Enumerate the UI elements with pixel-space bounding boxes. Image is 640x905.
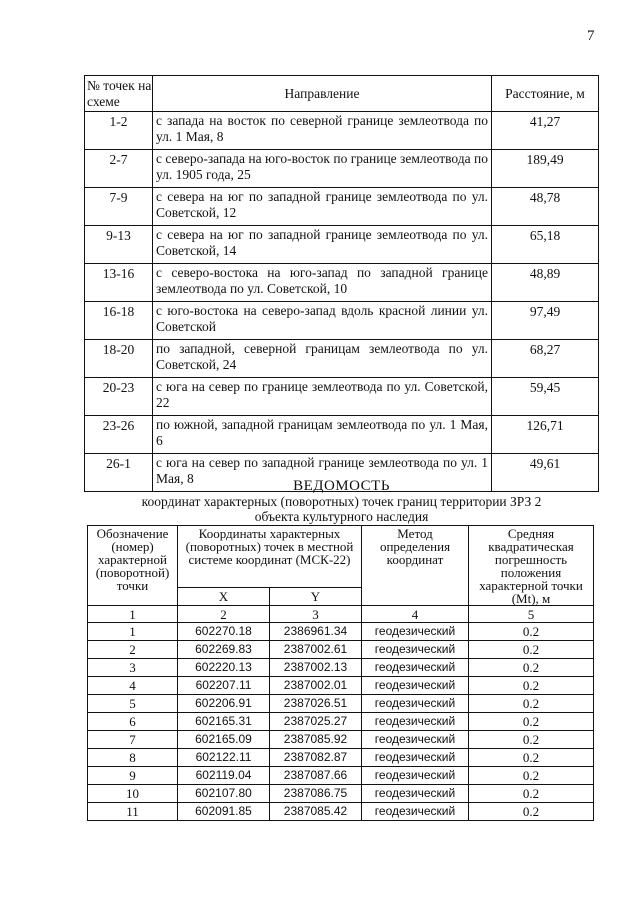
coord-row — [88, 659, 594, 677]
row-direction: с юго-востока на северо-запад вдоль красной линии ул. Советской — [153, 302, 492, 340]
row-y: 2387082.87 — [270, 749, 362, 767]
coord-header-row — [88, 526, 594, 588]
row-direction: с юга на север по западной границе землеотвода по ул. 1 Мая, 8 — [153, 454, 492, 492]
row-x: 602119.04 — [178, 767, 270, 785]
row-method: геодезический — [362, 803, 469, 821]
row-error: 0.2 — [469, 803, 594, 821]
row-y: 2387086.75 — [270, 785, 362, 803]
row-x: 602165.31 — [178, 713, 270, 731]
row-error: 0.2 — [469, 677, 594, 695]
row-method: геодезический — [362, 767, 469, 785]
row-distance: 126,71 — [492, 416, 599, 454]
row-distance: 97,49 — [492, 302, 599, 340]
row-number: 7 — [88, 731, 178, 749]
statement-title: ВЕДОМОСТЬ — [293, 478, 390, 494]
row-y: 2387087.66 — [270, 767, 362, 785]
coord-index-row — [88, 606, 594, 623]
row-method: геодезический — [362, 713, 469, 731]
row-distance: 48,78 — [492, 188, 599, 226]
row-y: 2387002.61 — [270, 641, 362, 659]
header-y: Y — [270, 588, 362, 606]
row-direction: с северо-запада на юго-восток по границе землеотвода по ул. 1905 года, 25 — [153, 150, 492, 188]
direction-row — [85, 264, 599, 302]
direction-row — [85, 150, 599, 188]
header-coordinates: Координаты характерных (поворотных) точек в местной системе координат (МСК-22) — [178, 526, 362, 588]
row-number: 6 — [88, 713, 178, 731]
row-direction: с запада на восток по северной границе землеотвода по ул. 1 Мая, 8 — [153, 112, 492, 150]
coord-row — [88, 695, 594, 713]
row-number: 2 — [88, 641, 178, 659]
row-method: геодезический — [362, 785, 469, 803]
row-method: геодезический — [362, 731, 469, 749]
row-y: 2387085.42 — [270, 803, 362, 821]
row-error: 0.2 — [469, 659, 594, 677]
row-points: 23-26 — [85, 416, 153, 454]
row-x: 602269.83 — [178, 641, 270, 659]
row-distance: 68,27 — [492, 340, 599, 378]
row-direction: с севера на юг по западной границе землеотвода по ул. Советской, 14 — [153, 226, 492, 264]
row-error: 0.2 — [469, 749, 594, 767]
row-method: геодезический — [362, 749, 469, 767]
row-number: 5 — [88, 695, 178, 713]
row-distance: 48,89 — [492, 264, 599, 302]
row-error: 0.2 — [469, 731, 594, 749]
row-x: 602122.11 — [178, 749, 270, 767]
row-x: 602270.18 — [178, 623, 270, 641]
coord-row — [88, 785, 594, 803]
row-x: 602207.11 — [178, 677, 270, 695]
index-cell: 5 — [469, 606, 594, 623]
header-designation: Обозначение (номер) характерной (поворотной) точки — [88, 526, 178, 606]
header-direction: Направление — [153, 76, 492, 112]
row-x: 602165.09 — [178, 731, 270, 749]
row-direction: по южной, западной границам землеотвода по ул. 1 Мая, 6 — [153, 416, 492, 454]
header-points: № точек на схеме — [85, 76, 153, 112]
row-method: геодезический — [362, 659, 469, 677]
index-cell: 4 — [362, 606, 469, 623]
direction-row — [85, 188, 599, 226]
header-x: X — [178, 588, 270, 606]
coord-row — [88, 641, 594, 659]
row-number: 11 — [88, 803, 178, 821]
coordinates-table — [87, 525, 594, 821]
coord-row — [88, 767, 594, 785]
page-number: 7 — [587, 28, 595, 44]
row-points: 26-1 — [85, 454, 153, 492]
direction-row — [85, 416, 599, 454]
directions-table — [84, 75, 599, 492]
row-x: 602206.91 — [178, 695, 270, 713]
row-number: 3 — [88, 659, 178, 677]
row-points: 2-7 — [85, 150, 153, 188]
row-direction: по западной, северной границам землеотвода по ул. Советской, 24 — [153, 340, 492, 378]
direction-row — [85, 226, 599, 264]
row-number: 8 — [88, 749, 178, 767]
row-number: 10 — [88, 785, 178, 803]
row-y: 2387002.13 — [270, 659, 362, 677]
direction-row — [85, 302, 599, 340]
row-points: 16-18 — [85, 302, 153, 340]
row-points: 13-16 — [85, 264, 153, 302]
row-error: 0.2 — [469, 695, 594, 713]
row-error: 0.2 — [469, 767, 594, 785]
row-x: 602107.80 — [178, 785, 270, 803]
row-method: геодезический — [362, 677, 469, 695]
row-distance: 59,45 — [492, 378, 599, 416]
row-x: 602091.85 — [178, 803, 270, 821]
coord-row — [88, 749, 594, 767]
index-cell: 2 — [178, 606, 270, 623]
statement-subtitle-line1: координат характерных (поворотных) точек границ территории ЗРЗ 2 — [141, 494, 542, 509]
row-error: 0.2 — [469, 713, 594, 731]
header-method: Метод определения координат — [362, 526, 469, 606]
coord-row — [88, 803, 594, 821]
header-distance: Расстояние, м — [492, 76, 599, 112]
direction-row — [85, 340, 599, 378]
coord-row — [88, 713, 594, 731]
row-points: 7-9 — [85, 188, 153, 226]
row-x: 602220.13 — [178, 659, 270, 677]
row-distance: 65,18 — [492, 226, 599, 264]
row-y: 2386961.34 — [270, 623, 362, 641]
row-distance: 189,49 — [492, 150, 599, 188]
row-error: 0.2 — [469, 785, 594, 803]
row-method: геодезический — [362, 623, 469, 641]
index-cell: 1 — [88, 606, 178, 623]
coord-row — [88, 623, 594, 641]
row-y: 2387085.92 — [270, 731, 362, 749]
index-cell: 3 — [270, 606, 362, 623]
row-direction: с севера на юг по западной границе землеотвода по ул. Советской, 12 — [153, 188, 492, 226]
row-points: 9-13 — [85, 226, 153, 264]
row-y: 2387025.27 — [270, 713, 362, 731]
row-direction: с северо-востока на юго-запад по западной границе землеотвода по ул. Советской, 10 — [153, 264, 492, 302]
row-direction: с юга на север по границе землеотвода по ул. Советской, 22 — [153, 378, 492, 416]
direction-row — [85, 378, 599, 416]
row-points: 20-23 — [85, 378, 153, 416]
row-distance: 49,61 — [492, 454, 599, 492]
directions-header-row — [85, 76, 599, 112]
row-number: 1 — [88, 623, 178, 641]
row-points: 18-20 — [85, 340, 153, 378]
row-points: 1-2 — [85, 112, 153, 150]
row-error: 0.2 — [469, 641, 594, 659]
row-distance: 41,27 — [492, 112, 599, 150]
row-number: 9 — [88, 767, 178, 785]
header-error: Средняя квадратическая погрешность положения характерной точки (Mt), м — [469, 526, 594, 606]
direction-row — [85, 112, 599, 150]
statement-subtitle-line2: объекта культурного наследия — [254, 509, 429, 524]
coord-row — [88, 677, 594, 695]
row-y: 2387002.01 — [270, 677, 362, 695]
coord-row — [88, 731, 594, 749]
row-number: 4 — [88, 677, 178, 695]
row-y: 2387026.51 — [270, 695, 362, 713]
row-error: 0.2 — [469, 623, 594, 641]
row-method: геодезический — [362, 641, 469, 659]
row-method: геодезический — [362, 695, 469, 713]
